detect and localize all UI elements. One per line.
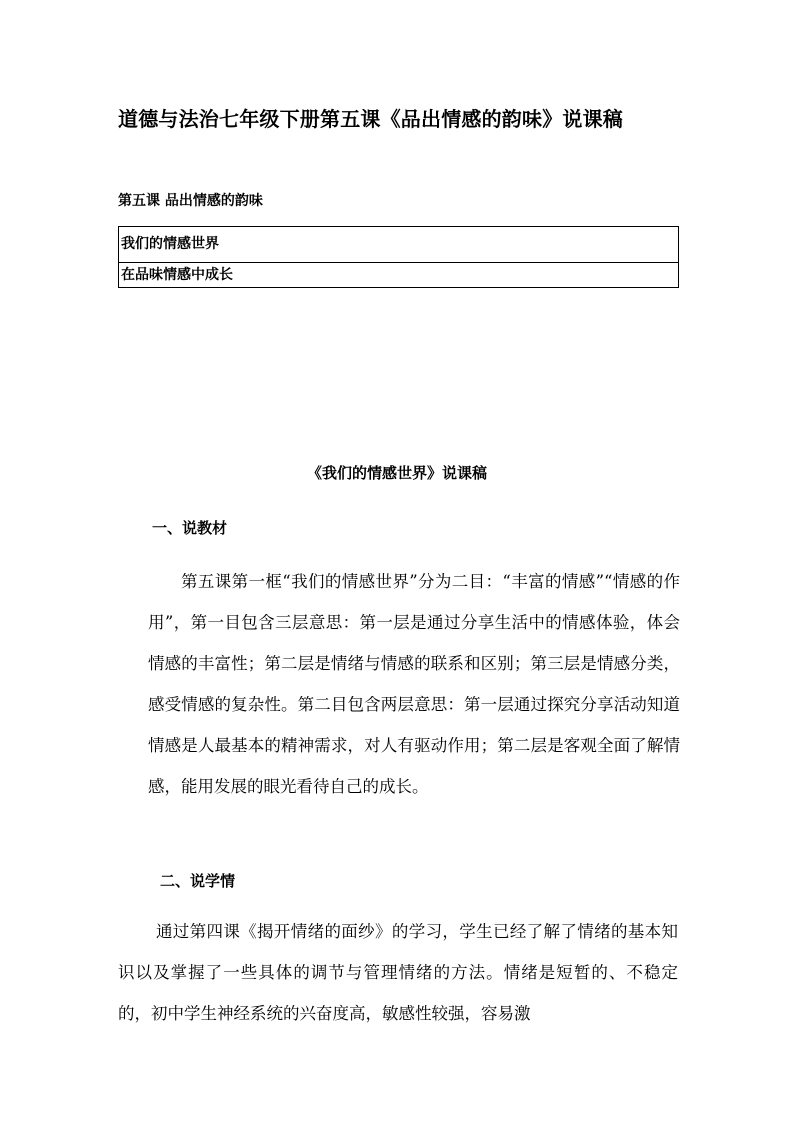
paragraph-students: 通过第四课《揭开情绪的面纱》的学习，学生已经了解了情绪的基本知识以及掌握了一些具体的调节与管理情绪的方法。情绪是短暂的、不稳定的，初中学生神经系统的兴奋度高，敏感性较强，容易激 xyxy=(118,922,678,1023)
outline-row-1: 我们的情感世界 xyxy=(121,236,219,252)
paragraph-textbook: 第五课第一框“我们的情感世界”分为二目：“丰富的情感”“情感的作用”，第一目包含三层意思：第一层是通过分享生活中的情感体验，体会情感的丰富性；第二层是情绪与情感的联系和区别；第三层是情感分类，感受情感的复杂性。第二目包含两层意思：第一层通过探究分享活动知道情感是人最基本的精神需求，对人有驱动作用；第二层是客观全面了解情感，能用发展的眼光看待自己的成长。 xyxy=(148,572,680,796)
heading-textbook: 一、说教材 xyxy=(152,519,228,537)
document-title: 道德与法治七年级下册第五课《品出情感的韵味》说课稿 xyxy=(118,107,623,131)
outline-row-2: 在品味情感中成长 xyxy=(119,262,678,287)
lesson-heading: 第五课 品出情感的韵味 xyxy=(118,193,263,209)
outline-table xyxy=(118,226,679,288)
heading-students: 二、说学情 xyxy=(160,872,236,890)
section-title: 《我们的情感世界》说课稿 xyxy=(306,464,487,482)
